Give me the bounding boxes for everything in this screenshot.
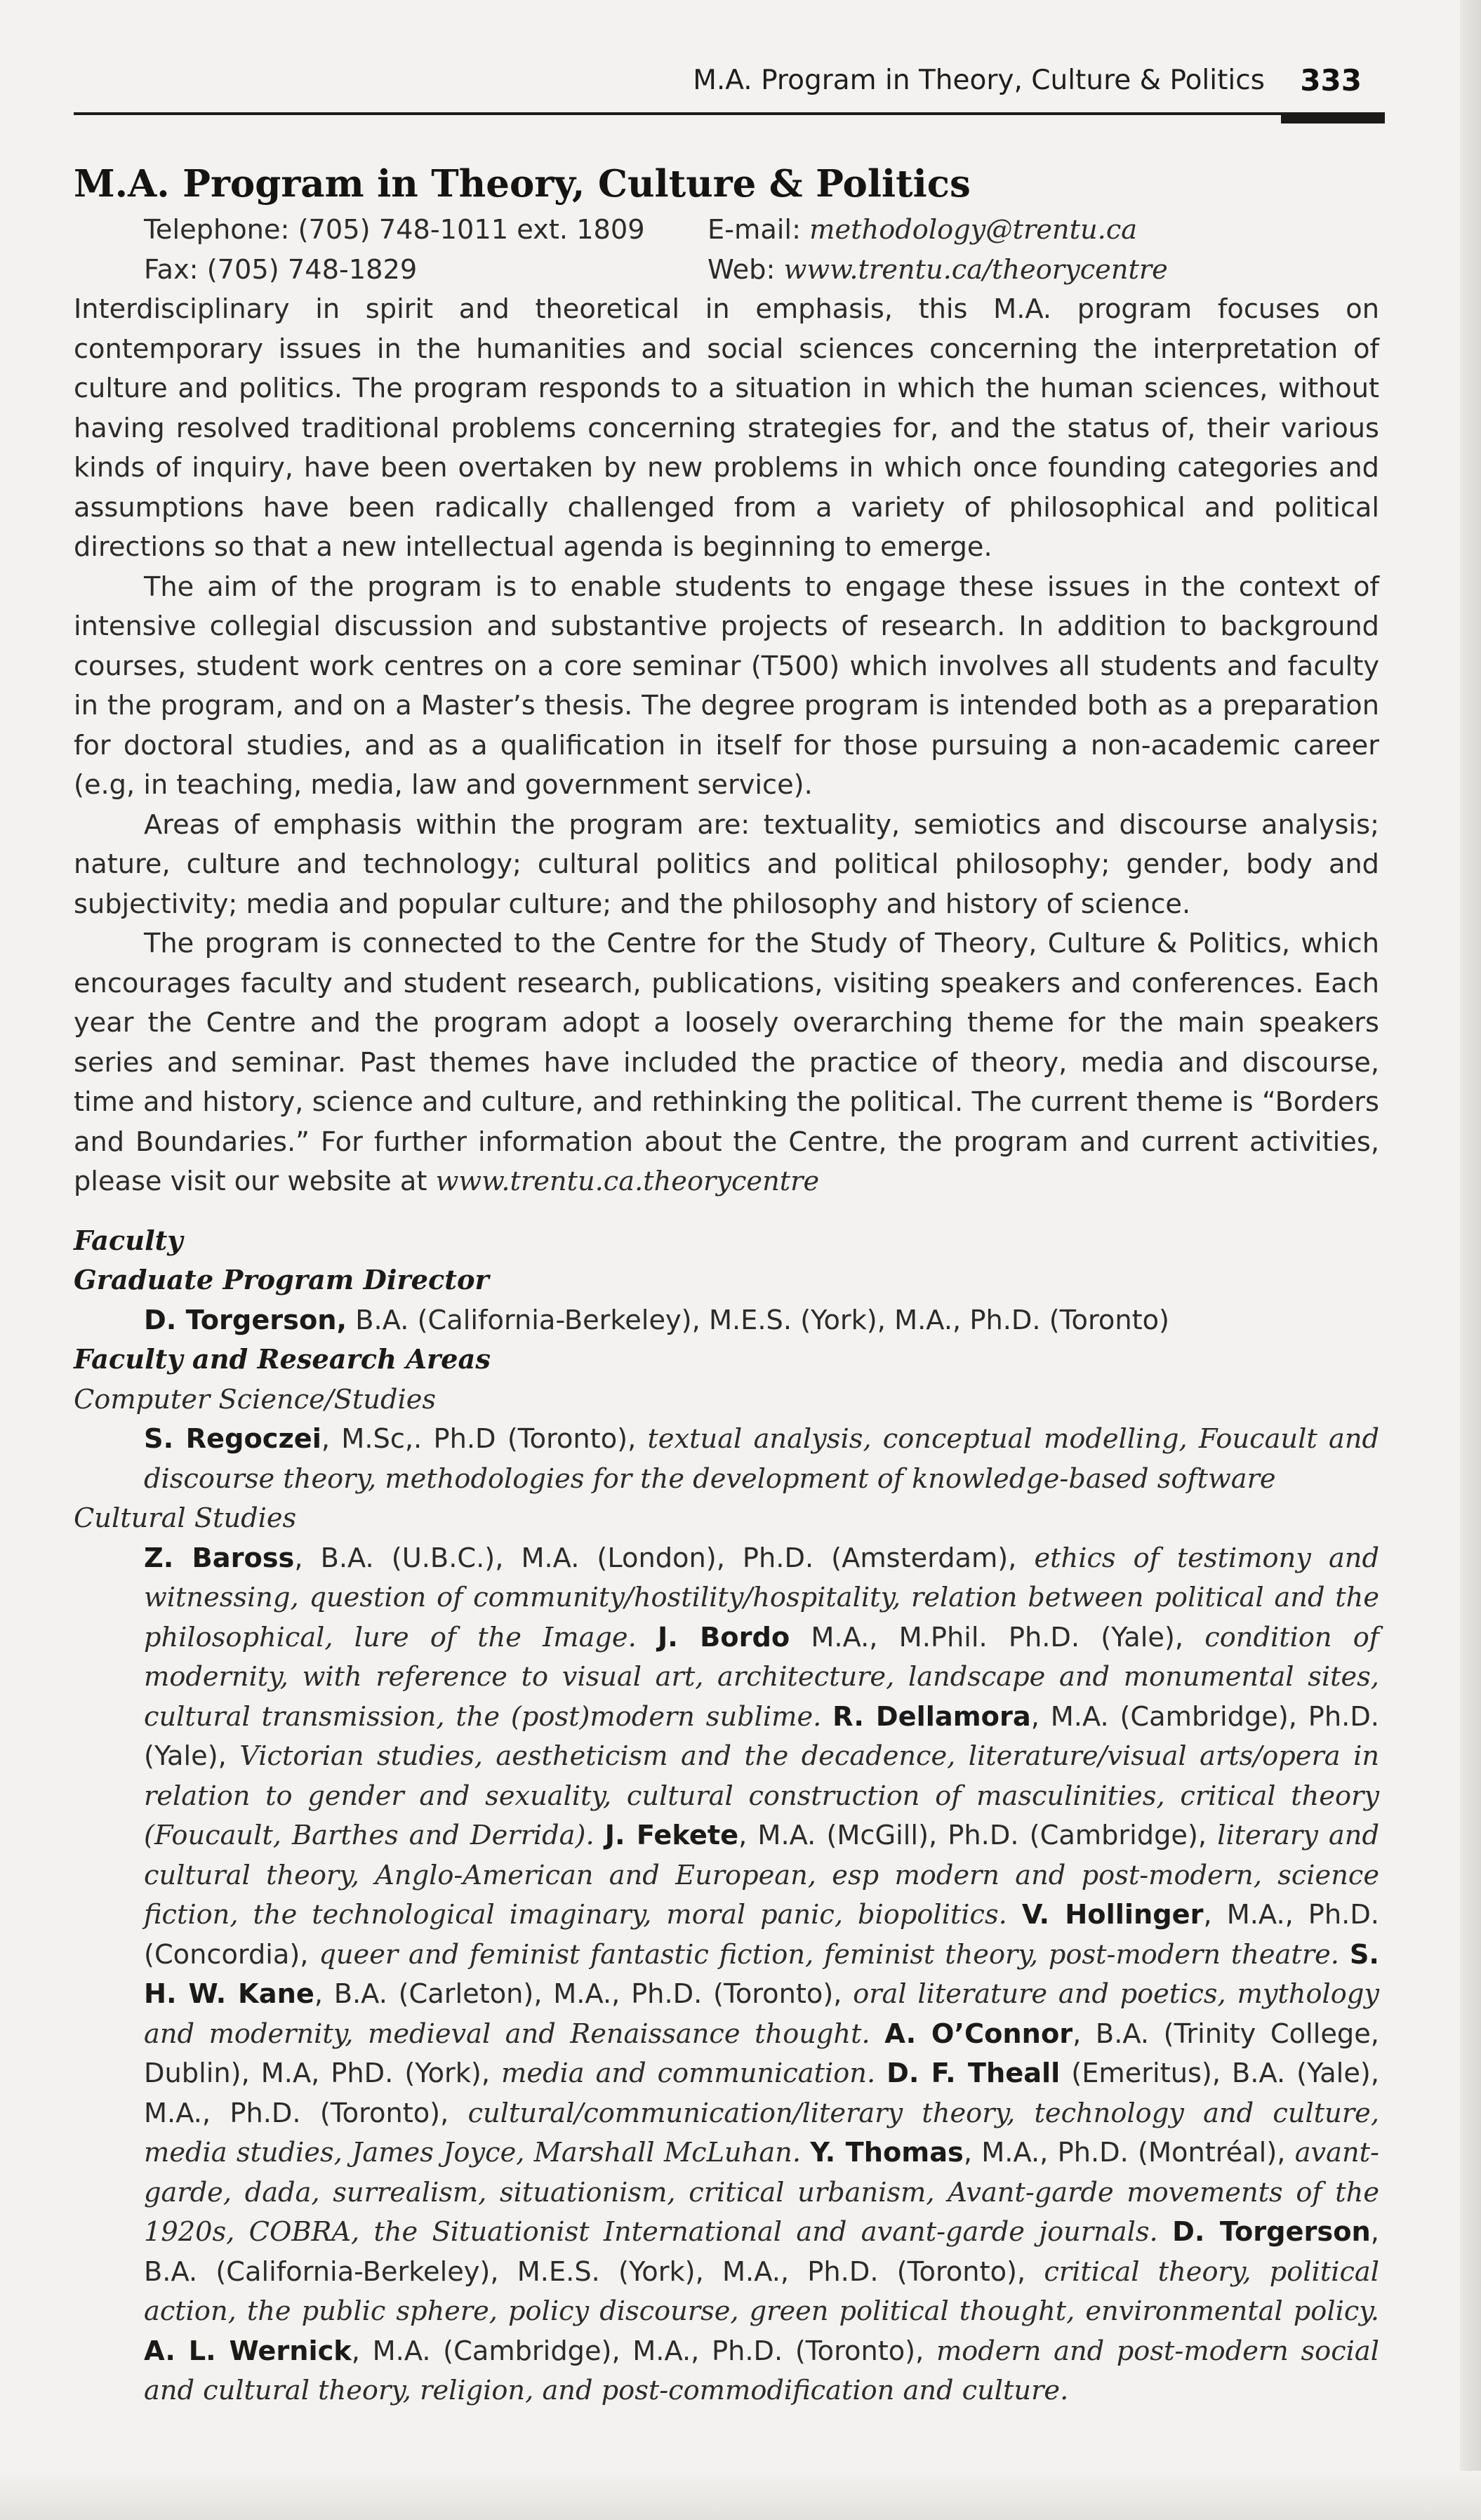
header-rule: [74, 112, 1385, 115]
faculty-credentials: , B.A. (California-Berkeley), M.E.S. (York), M.A., Ph.D. (Toronto),: [144, 2216, 1379, 2288]
director-entry: [74, 1301, 1379, 1341]
research-areas-heading: Faculty and Research Areas: [74, 1344, 491, 1375]
faculty-name: J. Fekete: [604, 1820, 739, 1851]
web-line: [708, 251, 1168, 291]
running-head-title: M.A. Program in Theory, Culture & Politics: [693, 65, 1265, 96]
faculty-credentials: M.A., M.Phil. Ph.D. (Yale),: [790, 1621, 1205, 1653]
faculty-credentials: , M.A., Ph.D. (Montréal),: [963, 2137, 1295, 2168]
web-label: Web:: [708, 253, 784, 286]
contact-block: [74, 211, 1379, 290]
cultural-heading: Cultural Studies: [74, 1502, 297, 1534]
director-name: D. Torgerson,: [144, 1304, 347, 1336]
faculty-entry: [144, 2335, 1379, 2407]
faculty-credentials: , B.A. (U.B.C.), M.A. (London), Ph.D. (Amsterdam),: [294, 1542, 1035, 1574]
email-label: E-mail:: [708, 214, 810, 246]
faculty-credentials: , M.A. (Cambridge), Ph.D. (Yale),: [144, 1700, 1379, 1772]
faculty-research: Victorian studies, aestheticism and the decadence, literature/visual arts/opera in relation to gender and sexuality, cultural construction of masculinities, critical theory (Foucault, Barthes and Derrida).: [144, 1740, 1379, 1851]
paragraph-intro: Interdisciplinary in spirit and theoretical in emphasis, this M.A. program focuses on contemporary issues in the humanities and social sciences concerning the interpretation of culture and politics. The program responds to a situation in which the human sciences, without having resolved traditional problems concerning strategies for, and the status of, their various kinds of inquiry, have been overtaken by new problems in which once founding categories and assumptions have been radically challenged from a variety of philosophical and political directions so that a new intellectual agenda is beginning to emerge.: [74, 293, 1379, 563]
faculty-name: J. Bordo: [657, 1621, 790, 1653]
faculty-research: avant-garde, dada, surrealism, situationism, critical urbanism, Avant-garde movements of the 1920s, COBRA, the Situationist International and avant-garde journals.: [144, 2137, 1379, 2248]
web-link[interactable]: www.trentu.ca/theorycentre: [783, 253, 1168, 286]
faculty-research: queer and feminist fantastic fiction, feminist theory, post-modern theatre.: [319, 1938, 1339, 1971]
paragraph-aim: The aim of the program is to enable students to engage these issues in the context of intensive collegial discussion and substantive projects of research. In addition to background courses, student work centres on a core seminar (T500) which involves all students and faculty in the program, and on a Master’s thesis. The degree program is intended both as a preparation for doctoral studies, and as a qualification in itself for those pursuing a non-academic career (e.g, in teaching, media, law and government service).: [74, 571, 1379, 801]
page-heading: M.A. Program in Theory, Culture & Politics: [74, 162, 971, 206]
director-credentials: B.A. (California-Berkeley), M.E.S. (York), M.A., Ph.D. (Toronto): [347, 1304, 1169, 1336]
cs-entry: [74, 1420, 1379, 1499]
faculty-research: media and communication.: [501, 2058, 876, 2089]
cultural-entries: [74, 1539, 1379, 2411]
header-thumb-tab: [1281, 112, 1385, 124]
telephone: Telephone: (705) 748-1011 ext. 1809: [144, 214, 645, 246]
page-body: [74, 158, 1379, 2411]
page-bottom-shadow: [0, 2471, 1481, 2520]
cs-credentials: , M.Sc,. Ph.D (Toronto),: [321, 1423, 648, 1455]
paragraph-emphasis: Areas of emphasis within the program are: textuality, semiotics and discourse analysis; nature, culture and technology; cultural politics and political philosophy; gender, body and subjectivity; media and popular culture; and the philosophy and history of science.: [74, 808, 1379, 920]
cs-heading: Computer Science/Studies: [74, 1383, 437, 1415]
centre-website-link[interactable]: www.trentu.ca.theorycentre: [435, 1166, 820, 1197]
page-edge-shadow: [1460, 0, 1481, 2520]
page-number: 333: [1300, 63, 1362, 98]
faculty-name: R. Dellamora: [832, 1700, 1031, 1733]
faculty-credentials: , B.A. (Carleton), M.A., Ph.D. (Toronto),: [314, 1978, 854, 2010]
faculty-research: condition of modernity, with reference to visual art, architecture, landscape and monumental sites, cultural transmission, the (post)modern sublime.: [144, 1621, 1379, 1733]
contact-email-web: [708, 211, 1168, 290]
director-heading: Graduate Program Director: [74, 1265, 489, 1296]
paragraph-centre-text: The program is connected to the Centre for the Study of Theory, Culture & Politics, which encourages faculty and student research, publications, visiting speakers and conferences. Each year the Centre and the program adopt a loosely overarching theme for the main speakers series and seminar. Past themes have included the practice of theory, media and discourse, time and history, science and culture, and rethinking the political. The current theme is “Borders and Boundaries.” For further information about the Centre, the program and current activities, please visit our website at: [74, 928, 1379, 1197]
running-head: [74, 65, 1383, 107]
faculty-name: A. O’Connor: [884, 2018, 1073, 2050]
faculty-name: V. Hollinger: [1021, 1899, 1204, 1931]
faculty-name: S. H. W. Kane: [144, 1938, 1379, 2010]
faculty-credentials: (Emeritus), B.A. (Yale), M.A., Ph.D. (Toronto),: [144, 2058, 1379, 2129]
email-link[interactable]: methodology@trentu.ca: [809, 214, 1138, 246]
faculty-name: A. L. Wernick: [144, 2335, 352, 2367]
faculty-research: ethics of testimony and witnessing, question of community/hostility/hospitality, relation between political and the philosophical, lure of the Image.: [144, 1542, 1379, 1653]
cs-research: textual analysis, conceptual modelling, Foucault and discourse theory, methodologies for the development of knowledge-based software: [144, 1423, 1379, 1495]
fax: Fax: (705) 748-1829: [144, 253, 418, 286]
faculty-research: literary and cultural theory, Anglo-American and European, esp modern and post-modern, science fiction, the technological imaginary, moral panic, biopolitics.: [144, 1820, 1379, 1931]
faculty-credentials: , B.A. (Trinity College, Dublin), M.A, PhD. (York),: [144, 2018, 1379, 2089]
section-gap: [74, 1202, 1379, 1222]
faculty-research: cultural/communication/literary theory, technology and culture, media studies, James Joyce, Marshall McLuhan.: [144, 2097, 1379, 2168]
email-line: [708, 211, 1168, 251]
faculty-credentials: , M.A. (McGill), Ph.D. (Cambridge),: [738, 1820, 1218, 1851]
faculty-heading: Faculty: [74, 1225, 183, 1257]
contact-phone-fax: [74, 211, 708, 290]
faculty-name: D. Torgerson: [1172, 2216, 1371, 2248]
faculty-research: critical theory, political action, the public sphere, policy discourse, green political thought, environmental policy.: [144, 2255, 1380, 2327]
faculty-name: Z. Baross: [144, 1542, 295, 1574]
faculty-credentials: , M.A. (Cambridge), M.A., Ph.D. (Toronto),: [351, 2335, 936, 2367]
faculty-research: oral literature and poetics, mythology and modernity, medieval and Renaissance thought.: [144, 1978, 1379, 2050]
faculty-research: modern and post-modern social and cultural theory, religion, and post-commodification and culture.: [144, 2335, 1379, 2406]
faculty-name: D. F. Theall: [886, 2058, 1061, 2089]
faculty-credentials: , M.A., Ph.D. (Concordia),: [144, 1899, 1379, 1971]
paragraph-centre: [74, 924, 1379, 1202]
cs-name: S. Regoczei: [144, 1423, 321, 1455]
faculty-name: Y. Thomas: [810, 2137, 964, 2168]
